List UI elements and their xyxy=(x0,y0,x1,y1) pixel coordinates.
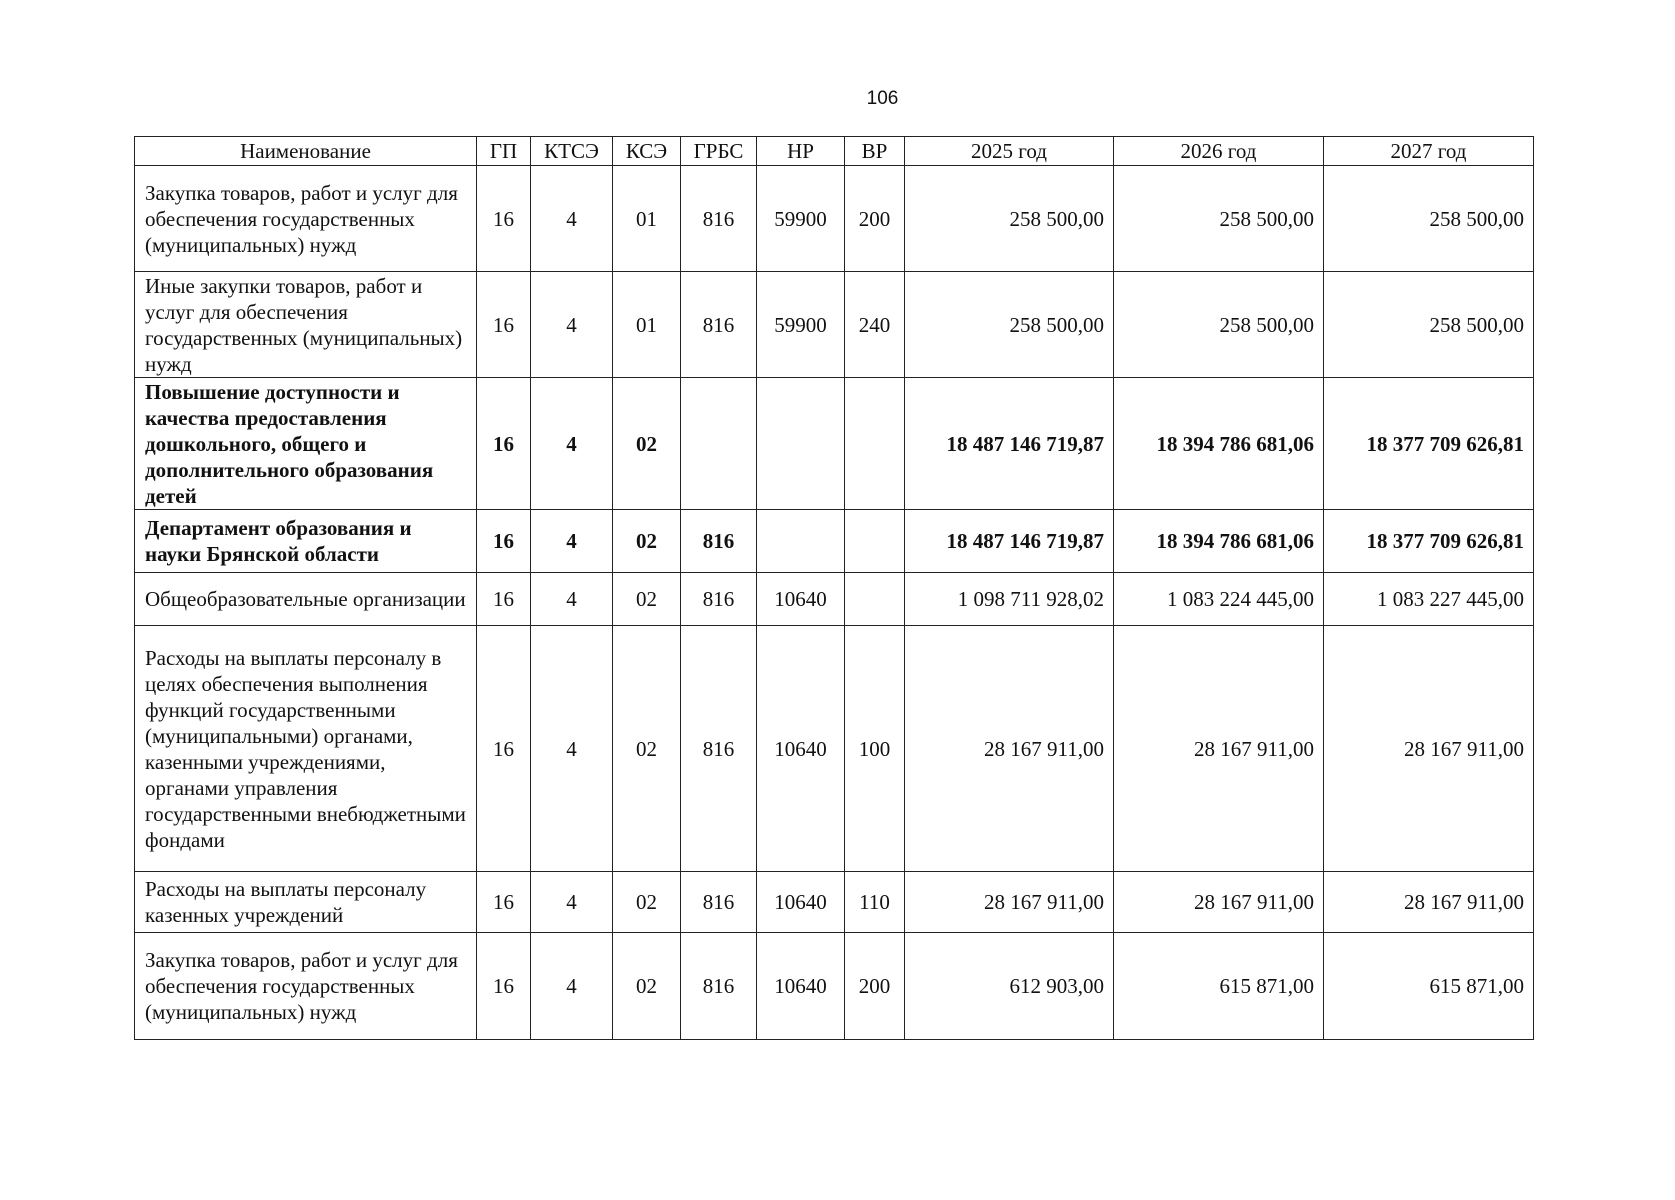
row-nr: 10640 xyxy=(757,872,845,933)
row-nr: 59900 xyxy=(757,272,845,378)
row-ktse: 4 xyxy=(531,510,613,573)
row-grbs: 816 xyxy=(681,272,757,378)
row-grbs: 816 xyxy=(681,573,757,626)
row-amount-2026: 258 500,00 xyxy=(1114,272,1324,378)
table-row xyxy=(135,933,1534,1040)
row-nr: 10640 xyxy=(757,626,845,872)
header-2025: 2025 год xyxy=(905,137,1114,166)
row-amount-2026: 18 394 786 681,06 xyxy=(1114,510,1324,573)
row-grbs: 816 xyxy=(681,510,757,573)
table-row xyxy=(135,626,1534,872)
row-ktse: 4 xyxy=(531,872,613,933)
row-gp: 16 xyxy=(477,510,531,573)
row-vr: 200 xyxy=(845,166,905,272)
row-name: Расходы на выплаты персоналу казенных учреждений xyxy=(135,872,477,933)
row-kse: 02 xyxy=(613,626,681,872)
row-vr xyxy=(845,573,905,626)
row-gp: 16 xyxy=(477,166,531,272)
row-nr xyxy=(757,378,845,510)
row-amount-2025: 612 903,00 xyxy=(905,933,1114,1040)
table-header-row xyxy=(135,137,1534,166)
row-kse: 02 xyxy=(613,872,681,933)
row-name: Закупка товаров, работ и услуг для обеспечения государственных (муниципальных) нужд xyxy=(135,933,477,1040)
row-amount-2027: 18 377 709 626,81 xyxy=(1324,510,1534,573)
row-ktse: 4 xyxy=(531,166,613,272)
row-grbs: 816 xyxy=(681,626,757,872)
row-ktse: 4 xyxy=(531,933,613,1040)
row-name: Общеобразовательные организации xyxy=(135,573,477,626)
row-amount-2025: 258 500,00 xyxy=(905,166,1114,272)
page-number: 106 xyxy=(866,88,899,109)
row-kse: 01 xyxy=(613,272,681,378)
row-kse: 01 xyxy=(613,166,681,272)
row-vr: 200 xyxy=(845,933,905,1040)
row-grbs: 816 xyxy=(681,872,757,933)
row-amount-2025: 18 487 146 719,87 xyxy=(905,378,1114,510)
row-ktse: 4 xyxy=(531,573,613,626)
header-ktse: КТСЭ xyxy=(531,137,613,166)
row-vr xyxy=(845,510,905,573)
table-row xyxy=(135,510,1534,573)
row-amount-2025: 28 167 911,00 xyxy=(905,626,1114,872)
row-amount-2027: 28 167 911,00 xyxy=(1324,872,1534,933)
row-gp: 16 xyxy=(477,933,531,1040)
header-2026: 2026 год xyxy=(1114,137,1324,166)
row-amount-2027: 28 167 911,00 xyxy=(1324,626,1534,872)
row-vr: 240 xyxy=(845,272,905,378)
row-name: Повышение доступности и качества предоставления дошкольного, общего и дополнительного образования детей xyxy=(135,378,477,510)
table-row xyxy=(135,573,1534,626)
row-amount-2027: 258 500,00 xyxy=(1324,166,1534,272)
row-amount-2025: 18 487 146 719,87 xyxy=(905,510,1114,573)
header-grbs: ГРБС xyxy=(681,137,757,166)
row-amount-2025: 1 098 711 928,02 xyxy=(905,573,1114,626)
row-gp: 16 xyxy=(477,872,531,933)
row-kse: 02 xyxy=(613,933,681,1040)
header-gp: ГП xyxy=(477,137,531,166)
row-vr: 110 xyxy=(845,872,905,933)
row-name: Расходы на выплаты персоналу в целях обеспечения выполнения функций государственными (муниципальными) органами, казенными учреждениями, органами управления государственными внебюджетными фондами xyxy=(135,626,477,872)
table-row xyxy=(135,378,1534,510)
row-amount-2027: 615 871,00 xyxy=(1324,933,1534,1040)
row-amount-2026: 258 500,00 xyxy=(1114,166,1324,272)
row-kse: 02 xyxy=(613,573,681,626)
row-kse: 02 xyxy=(613,510,681,573)
row-gp: 16 xyxy=(477,378,531,510)
header-vr: ВР xyxy=(845,137,905,166)
row-nr: 10640 xyxy=(757,573,845,626)
row-grbs xyxy=(681,378,757,510)
row-grbs: 816 xyxy=(681,933,757,1040)
row-nr: 59900 xyxy=(757,166,845,272)
row-amount-2026: 615 871,00 xyxy=(1114,933,1324,1040)
row-amount-2025: 28 167 911,00 xyxy=(905,872,1114,933)
table-row xyxy=(135,166,1534,272)
row-gp: 16 xyxy=(477,573,531,626)
row-amount-2026: 28 167 911,00 xyxy=(1114,872,1324,933)
row-gp: 16 xyxy=(477,272,531,378)
header-kse: КСЭ xyxy=(613,137,681,166)
row-amount-2027: 1 083 227 445,00 xyxy=(1324,573,1534,626)
row-kse: 02 xyxy=(613,378,681,510)
row-amount-2027: 258 500,00 xyxy=(1324,272,1534,378)
row-grbs: 816 xyxy=(681,166,757,272)
row-nr: 10640 xyxy=(757,933,845,1040)
table-row xyxy=(135,872,1534,933)
row-nr xyxy=(757,510,845,573)
header-2027: 2027 год xyxy=(1324,137,1534,166)
table-row xyxy=(135,272,1534,378)
row-amount-2026: 1 083 224 445,00 xyxy=(1114,573,1324,626)
row-name: Иные закупки товаров, работ и услуг для обеспечения государственных (муниципальных) нужд xyxy=(135,272,477,378)
row-ktse: 4 xyxy=(531,272,613,378)
row-amount-2026: 18 394 786 681,06 xyxy=(1114,378,1324,510)
header-nr: НР xyxy=(757,137,845,166)
row-amount-2025: 258 500,00 xyxy=(905,272,1114,378)
row-name: Закупка товаров, работ и услуг для обеспечения государственных (муниципальных) нужд xyxy=(135,166,477,272)
row-name: Департамент образования и науки Брянской области xyxy=(135,510,477,573)
row-amount-2026: 28 167 911,00 xyxy=(1114,626,1324,872)
row-ktse: 4 xyxy=(531,626,613,872)
row-gp: 16 xyxy=(477,626,531,872)
header-name: Наименование xyxy=(135,137,477,166)
row-vr: 100 xyxy=(845,626,905,872)
row-vr xyxy=(845,378,905,510)
row-amount-2027: 18 377 709 626,81 xyxy=(1324,378,1534,510)
budget-table xyxy=(134,136,1534,1040)
row-ktse: 4 xyxy=(531,378,613,510)
